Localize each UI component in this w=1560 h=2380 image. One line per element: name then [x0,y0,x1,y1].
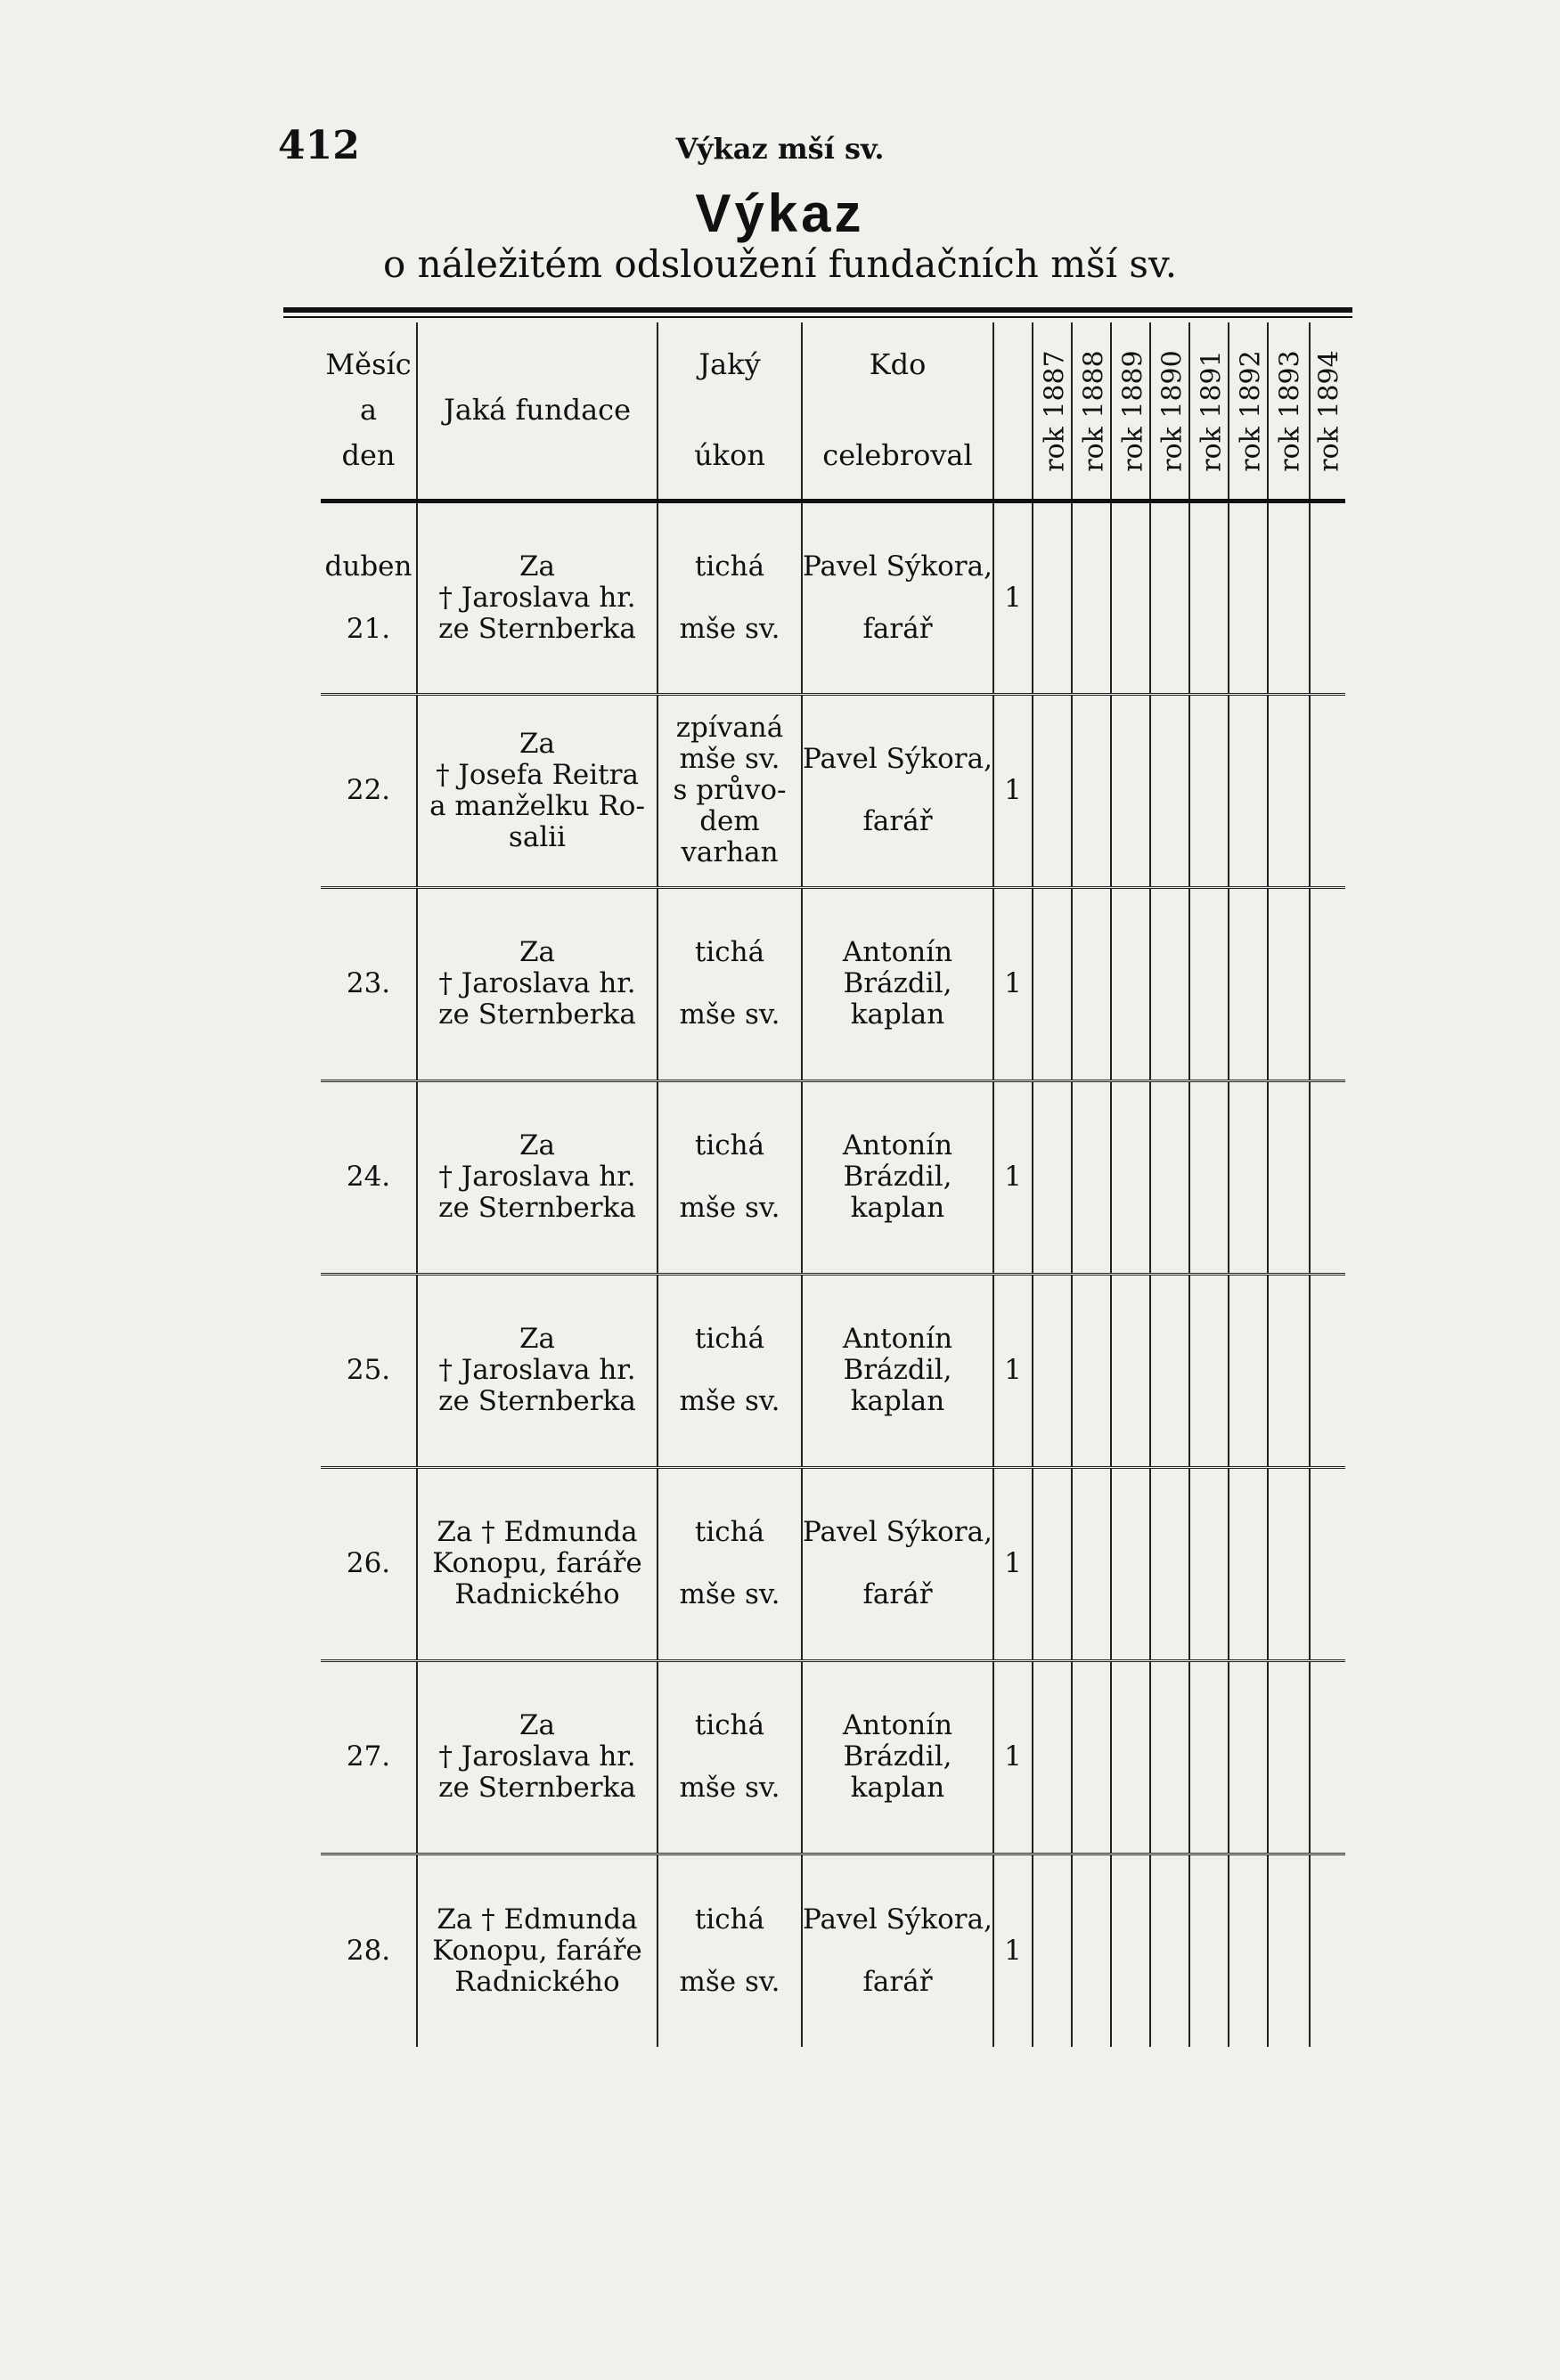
year-count-cell [1033,1854,1072,2047]
year-count-cell [1268,501,1310,694]
day-label: 23. [346,967,391,999]
year-count-cell [1033,1660,1072,1854]
year-count-cell [1189,1854,1229,2047]
rite-cell-line: mše sv. [679,612,780,645]
rite-cell [657,501,802,694]
celebrant-cell-line: Brázdil, [843,1740,952,1773]
rite-cell-line: mše sv. [679,1192,780,1224]
spacer-cell [1310,694,1345,887]
spacer-cell [1310,1854,1345,2047]
foundation-cell-line: † Josefa Reitra [436,758,639,791]
header-month-line: Měsíc [325,347,412,382]
rite-cell-line: mše sv. [679,1772,780,1804]
rite-cell-line: s průvo- [673,774,787,806]
foundation-cell-line: Za [519,1129,556,1161]
header-month-line: a [359,393,378,428]
rite-cell-line: varhan [681,836,779,868]
year-count-cell [1229,887,1268,1080]
year-count-cell [1111,887,1150,1080]
rite-cell-line: dem [699,805,760,837]
rite-cell [657,1274,802,1467]
header-year-label: rok 1890 [1156,350,1188,472]
year-count-cell: 1 [993,1274,1033,1467]
header-year-label: rok 1889 [1117,350,1149,472]
year-count-cell [1072,501,1111,694]
header-celebrant-line: celebroval [822,438,973,473]
day-label: 21. [346,612,391,645]
year-count-cell [1268,1660,1310,1854]
foundation-cell-line: † Jaroslava hr. [438,967,636,999]
page-subtitle: o náležitém odsloužení fundačních mší sv. [382,242,1178,286]
rite-cell-line: tichá [694,1516,765,1548]
celebrant-cell-line: Brázdil, [843,967,952,999]
year-count-cell [1072,1660,1111,1854]
year-count-cell [1189,501,1229,694]
year-count-cell [1111,501,1150,694]
foundation-cell-line: ze Sternberka [438,1772,636,1804]
rite-cell-line: tichá [694,550,765,583]
foundation-cell-line: † Jaroslava hr. [438,1740,636,1773]
celebrant-cell [802,1467,993,1660]
rite-cell-line: mše sv. [679,743,780,775]
year-count-cell [1033,501,1072,694]
rite-cell-line: zpívaná [675,712,784,744]
year-count-cell: 1 [993,1080,1033,1274]
foundation-cell-line: Konopu, faráře [432,1934,642,1967]
table-row [321,1274,1345,1467]
foundation-cell-line: ze Sternberka [438,1385,636,1417]
year-count-cell [1189,887,1229,1080]
header-year-label: rok 1891 [1196,350,1228,472]
foundation-cell-line: salii [508,820,567,853]
table-row [321,1080,1345,1274]
top-rule-thin [283,316,1352,318]
celebrant-cell [802,1080,993,1274]
rite-cell-line: tichá [694,936,765,968]
rite-cell [657,887,802,1080]
celebrant-cell-line: farář [862,805,933,837]
foundation-cell-line: Za [519,550,556,583]
rite-cell [657,1660,802,1854]
foundation-cell-line: † Jaroslava hr. [438,581,636,614]
celebrant-cell-line: kaplan [850,1772,945,1804]
rite-cell-line: tichá [694,1709,765,1741]
foundation-cell-line: Za [519,727,556,760]
year-count-cell [1072,1080,1111,1274]
day-label: 28. [346,1934,391,1967]
year-count-cell [1268,1467,1310,1660]
table-row [321,1467,1345,1660]
foundation-cell-line: ze Sternberka [438,998,636,1031]
year-count-cell [1150,1660,1189,1854]
header-row [321,322,1345,501]
page-title: Výkaz [695,183,865,243]
header-celebrant [802,322,993,501]
year-count-cell [1150,694,1189,887]
year-count-cell [1229,1467,1268,1660]
year-count-cell: 1 [993,501,1033,694]
year-count-cell [1111,1080,1150,1274]
page-number: 412 [278,123,360,168]
date-cell [321,1854,417,2047]
foundation-cell-line: † Jaroslava hr. [438,1161,636,1193]
spacer-cell [1310,1274,1345,1467]
header-year-label: rok 1893 [1274,350,1306,472]
rite-cell-line: tichá [694,1323,765,1355]
date-cell [321,694,417,887]
year-count-cell [1150,1854,1189,2047]
celebrant-cell [802,1274,993,1467]
year-count-cell [1189,1274,1229,1467]
year-count-cell [1150,501,1189,694]
celebrant-cell-line: Antonín [842,1323,953,1355]
rite-cell-line: tichá [694,1903,765,1936]
celebrant-cell-line: Antonín [842,1709,953,1741]
spacer-cell [1310,501,1345,694]
year-count-cell [1150,1274,1189,1467]
foundation-cell-line: Radnického [454,1965,620,1998]
year-count-cell [1033,694,1072,887]
year-count-cell [1111,694,1150,887]
celebrant-cell-line: farář [862,1578,933,1610]
foundation-cell-line: a manželku Ro- [429,789,645,822]
foundation-cell-line: Za [519,936,556,968]
celebrant-cell-line: farář [862,1965,933,1998]
foundation-cell-line: † Jaroslava hr. [438,1354,636,1386]
celebrant-cell-line: Pavel Sýkora, [803,743,992,775]
year-count-cell [1111,1274,1150,1467]
celebrant-cell-line: Pavel Sýkora, [803,550,992,583]
spacer-cell [1310,1660,1345,1854]
header-month-day [321,322,417,501]
celebrant-cell-line: Pavel Sýkora, [803,1903,992,1936]
foundation-cell-line: Za [519,1323,556,1355]
year-count-cell [1268,694,1310,887]
foundation-cell [417,1467,657,1660]
celebrant-cell-line: Pavel Sýkora, [803,1516,992,1548]
year-count-cell [1033,1467,1072,1660]
year-count-cell [1111,1660,1150,1854]
year-count-cell [1268,1274,1310,1467]
date-cell [321,1467,417,1660]
header-rite-line: úkon [694,438,765,473]
year-count-cell [1229,1660,1268,1854]
foundation-cell-line: Za [519,1709,556,1741]
day-label: 24. [346,1161,391,1193]
year-count-cell [1189,1080,1229,1274]
header-rite [657,322,802,501]
year-count-cell [1189,1660,1229,1854]
year-count-cell [1229,1274,1268,1467]
date-cell [321,1080,417,1274]
day-label: 25. [346,1354,391,1386]
mass-ledger-table [321,322,1345,2047]
year-count-cell: 1 [993,1467,1033,1660]
year-count-cell: 1 [993,1660,1033,1854]
ledger-body [321,501,1345,2047]
rite-cell [657,1854,802,2047]
year-count-cell: 1 [993,694,1033,887]
top-rule [283,307,1352,313]
year-count-cell [1150,887,1189,1080]
year-count-cell [1072,694,1111,887]
foundation-cell-line: Za † Edmunda [437,1903,638,1936]
celebrant-cell-line: kaplan [850,1385,945,1417]
rite-cell-line: mše sv. [679,1578,780,1610]
foundation-cell-line: Konopu, faráře [432,1547,642,1579]
foundation-cell [417,887,657,1080]
year-count-cell [1072,1854,1111,2047]
celebrant-cell-line: kaplan [850,998,945,1031]
foundation-cell-line: Radnického [454,1578,620,1610]
header-year-label: rok 1887 [1039,350,1071,472]
date-cell [321,501,417,694]
foundation-cell [417,1660,657,1854]
foundation-cell [417,694,657,887]
month-label: duben [324,550,412,583]
header-year-label: rok 1888 [1078,350,1110,472]
table-row [321,501,1345,694]
celebrant-cell [802,501,993,694]
header-year-label: rok 1894 [1313,350,1345,472]
header-year [993,322,1071,501]
date-cell [321,1660,417,1854]
year-count-cell [1268,1854,1310,2047]
rite-cell [657,1080,802,1274]
celebrant-cell-line: Brázdil, [843,1161,952,1193]
foundation-cell-line: Za † Edmunda [437,1516,638,1548]
date-cell [321,887,417,1080]
rite-cell-line: mše sv. [679,1385,780,1417]
rite-cell-line: mše sv. [679,1965,780,1998]
header-month-line: den [341,438,396,473]
date-cell [321,1274,417,1467]
running-head: Výkaz mší sv. [675,132,885,166]
table-row [321,887,1345,1080]
celebrant-cell [802,1854,993,2047]
year-count-cell [1229,501,1268,694]
rite-cell-line: tichá [694,1129,765,1161]
table-row [321,1660,1345,1854]
header-year-label: rok 1892 [1235,350,1267,472]
year-count-cell [1150,1467,1189,1660]
year-count-cell [1033,887,1072,1080]
year-count-cell [1072,1274,1111,1467]
foundation-cell [417,1080,657,1274]
year-count-cell [1033,1274,1072,1467]
foundation-cell [417,1854,657,2047]
year-count-cell [1111,1854,1150,2047]
year-count-cell [1268,887,1310,1080]
day-label: 22. [346,774,391,806]
rite-cell [657,694,802,887]
year-count-cell: 1 [993,887,1033,1080]
rite-cell-line: mše sv. [679,998,780,1031]
foundation-cell [417,1274,657,1467]
celebrant-cell [802,694,993,887]
celebrant-cell-line: farář [862,612,933,645]
year-count-cell [1033,1080,1072,1274]
foundation-cell [417,501,657,694]
day-label: 26. [346,1547,391,1579]
celebrant-cell [802,1660,993,1854]
year-count-cell [1111,1467,1150,1660]
celebrant-cell-line: Antonín [842,936,953,968]
table-row [321,694,1345,887]
spacer-cell [1310,887,1345,1080]
day-label: 27. [346,1740,391,1773]
year-count-cell [1189,694,1229,887]
celebrant-cell-line: kaplan [850,1192,945,1224]
year-count-cell [1150,1080,1189,1274]
celebrant-cell [802,887,993,1080]
year-count-cell [1229,1854,1268,2047]
header-celebrant-line: Kdo [869,347,927,382]
rite-cell [657,1467,802,1660]
year-count-cell [1229,694,1268,887]
foundation-cell-line: ze Sternberka [438,612,636,645]
celebrant-cell-line: Brázdil, [843,1354,952,1386]
header-rite-line: Jaký [698,347,761,382]
header-foundation: Jaká fundace [417,322,657,501]
foundation-cell-line: ze Sternberka [438,1192,636,1224]
celebrant-cell-line: Antonín [842,1129,953,1161]
year-count-cell [1229,1080,1268,1274]
year-count-cell [1072,887,1111,1080]
year-count-cell [1072,1467,1111,1660]
year-count-cell [1189,1467,1229,1660]
year-count-cell: 1 [993,1854,1033,2047]
spacer-cell [1310,1467,1345,1660]
year-count-cell [1268,1080,1310,1274]
table-row [321,1854,1345,2047]
spacer-cell [1310,1080,1345,1274]
